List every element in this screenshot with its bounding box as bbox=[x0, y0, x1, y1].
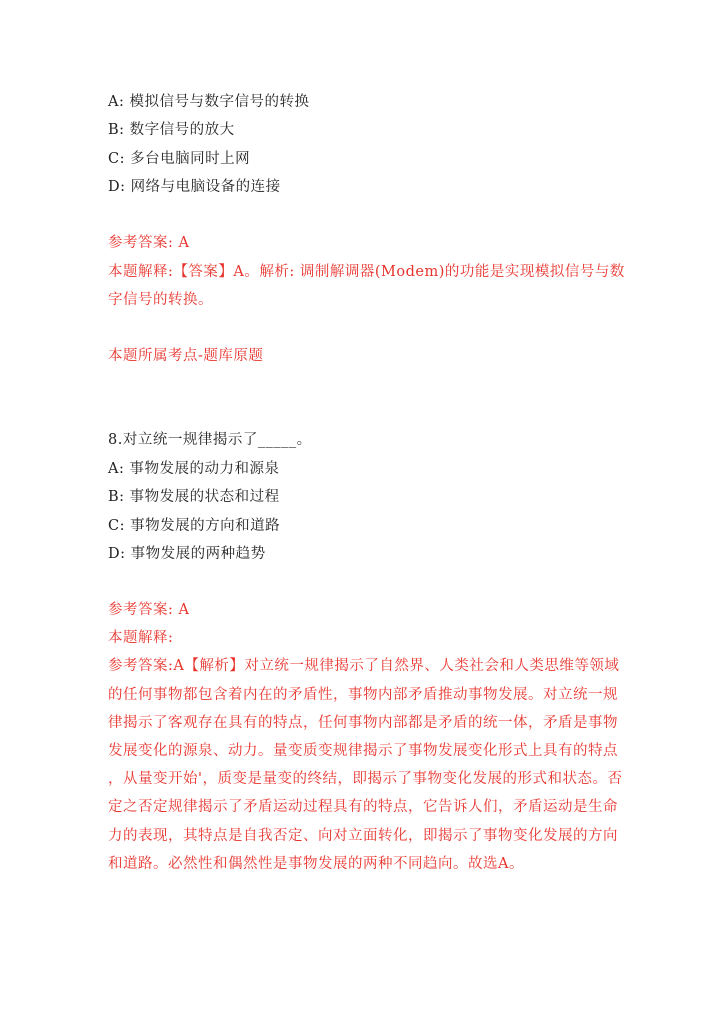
q8-question: 8.对立统一规律揭示了_____。 bbox=[108, 432, 312, 448]
q7-explanation-line: 本题解释:【答案】A。解析: 调制解调器(Modem)的功能是实现模拟信号与数 bbox=[108, 264, 625, 280]
q8-explanation-line: 律揭示了客观存在具有的特点，任何事物内部都是矛盾的统一体，矛盾是事物 bbox=[108, 715, 618, 731]
q8-explanation-label: 本题解释: bbox=[108, 630, 174, 646]
q8-explanation-line: 发展变化的源泉、动力。量变质变规律揭示了事物发展变化形式上具有的特点 bbox=[108, 743, 618, 759]
q8-explanation-line: 力的表现，其特点是自我否定、向对立面转化，即揭示了事物变化发展的方向 bbox=[108, 828, 618, 844]
q8-option-d: D: 事物发展的两种趋势 bbox=[108, 546, 266, 562]
q7-explanation-line: 字信号的转换。 bbox=[108, 292, 213, 308]
q7-option-b: B: 数字信号的放大 bbox=[108, 122, 235, 138]
q7-option-d: D: 网络与电脑设备的连接 bbox=[108, 179, 281, 195]
q8-explanation-line: 的任何事物都包含着内在的矛盾性，事物内部矛盾推动事物发展。对立统一规 bbox=[108, 687, 618, 703]
q7-answer: 参考答案: A bbox=[108, 235, 190, 251]
q7-source: 本题所属考点-题库原题 bbox=[108, 348, 264, 364]
q8-option-a: A: 事物发展的动力和源泉 bbox=[108, 461, 280, 477]
q8-explanation-line: 定之否定规律揭示了矛盾运动过程具有的特点，它告诉人们，矛盾运动是生命 bbox=[108, 799, 618, 815]
q8-option-b: B: 事物发展的状态和过程 bbox=[108, 489, 280, 505]
q8-option-c: C: 事物发展的方向和道路 bbox=[108, 518, 281, 534]
q8-explanation-line: 和道路。必然性和偶然性是事物发展的两种不同趋向。故选A。 bbox=[108, 856, 524, 872]
q8-explanation-line: 参考答案:A【解析】对立统一规律揭示了自然界、人类社会和人类思维等领域 bbox=[108, 658, 620, 674]
q8-explanation-line: ，从量变开始'，质变是量变的终结，即揭示了事物变化发展的形式和状态。否 bbox=[108, 771, 623, 787]
q7-option-c: C: 多台电脑同时上网 bbox=[108, 151, 251, 167]
q7-option-a: A: 模拟信号与数字信号的转换 bbox=[108, 94, 310, 110]
q8-answer: 参考答案: A bbox=[108, 602, 190, 618]
